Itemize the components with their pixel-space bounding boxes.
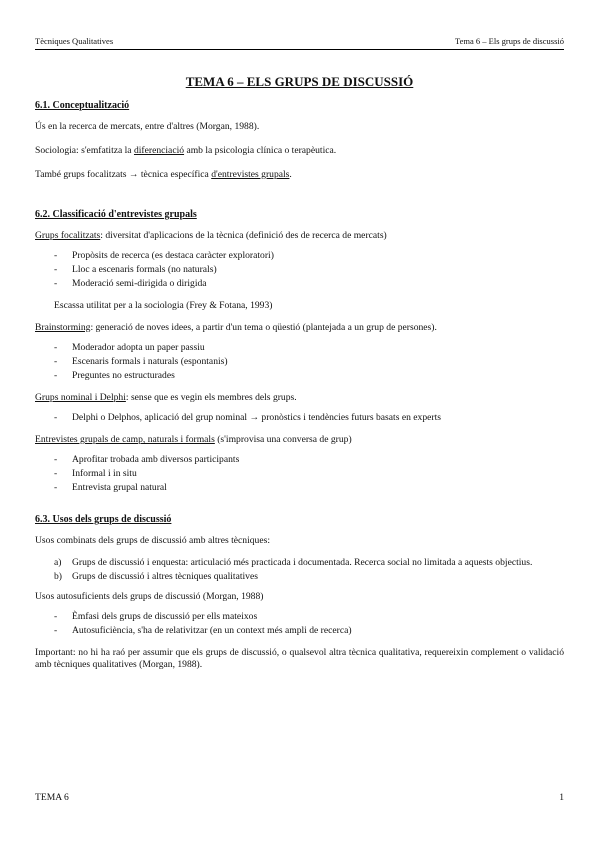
list-item: - Lloc a escenaris formals (no naturals) [35, 264, 564, 276]
text: : sense que es vegin els membres dels grups. [125, 392, 297, 403]
section-6-1-title: 6.1. Conceptualització [35, 100, 130, 111]
paragraph: Usos combinats dels grups de discussió amb altres tècniques: [35, 535, 271, 546]
bullet-list [35, 342, 564, 382]
term-entrevistes-camp: Entrevistes grupals de camp, naturals i formals [35, 434, 215, 445]
header-course-title: Tècniques Qualitatives [35, 36, 114, 46]
document-title: TEMA 6 – ELS GRUPS DE DISCUSSIÓ [185, 74, 414, 89]
list-item: - Entrevista grupal natural [35, 482, 564, 494]
section-6-2-title: 6.2. Classificació d'entrevistes grupals [35, 209, 197, 220]
list-item: - Propòsits de recerca (es destaca caràcter exploratori) [35, 250, 564, 262]
note: Escassa utilitat per a la sociologia (Frey & Fotana, 1993) [54, 300, 273, 311]
paragraph [35, 392, 564, 404]
section-6-3-title: 6.3. Usos dels grups de discussió [35, 514, 172, 525]
text: També grups focalitzats → tècnica específica [35, 169, 212, 180]
list-item: - Autosuficiència, s'ha de relativitzar (en un context més ampli de recerca) [35, 625, 564, 637]
paragraph [35, 145, 564, 157]
document-body [35, 74, 564, 683]
paragraph: Important: no hi ha raó per assumir que els grups de discussió, o qualsevol altra tècnica qualitativa, requereixin complement o validació amb tècniques qualitatives (Morgan, 1988). [35, 647, 564, 670]
list-item-text: Grups de discussió i altres tècniques qualitatives [72, 571, 258, 582]
list-item: - Escenaris formals i naturals (espontanis) [35, 356, 564, 368]
page-header [35, 35, 564, 50]
list-item: - Delphi o Delphos, aplicació del grup nominal → pronòstics i tendències futurs basats en experts [35, 412, 564, 424]
paragraph [35, 169, 564, 181]
list-item: - Moderació semi-dirigida o dirigida [35, 278, 564, 290]
paragraph [35, 322, 564, 334]
header-chapter-title: Tema 6 – Els grups de discussió [455, 36, 564, 46]
bullet-list [35, 611, 564, 637]
bullet-list [35, 250, 564, 290]
list-item: - Informal i in situ [35, 468, 564, 480]
paragraph: Ús en la recerca de mercats, entre d'altres (Morgan, 1988). [35, 121, 260, 132]
page-number: 1 [559, 792, 564, 803]
text: : diversitat d'aplicacions de la tècnica (definició des de recerca de mercats) [100, 230, 387, 241]
lettered-list [35, 557, 564, 583]
bullet-list [35, 454, 564, 494]
list-item: - Aprofitar trobada amb diversos participants [35, 454, 564, 466]
term-brainstorming: Brainstorming [35, 322, 91, 333]
list-item [35, 571, 564, 583]
list-marker: b) [54, 571, 62, 582]
term-grups-focalitzats: Grups focalitzats [35, 230, 101, 241]
list-marker: a) [54, 557, 62, 568]
list-item: - Moderador adopta un paper passiu [35, 342, 564, 354]
term-grups-nominal-delphi: Grups nominal i Delphi [35, 392, 126, 403]
paragraph [35, 230, 564, 242]
text: : generació de noves idees, a partir d'un tema o qüestió (plantejada a un grup de persones). [90, 322, 437, 333]
text: . [289, 169, 292, 180]
list-item [35, 557, 564, 569]
footer-chapter-label: TEMA 6 [35, 792, 69, 803]
paragraph: Usos autosuficients dels grups de discussió (Morgan, 1988) [35, 591, 264, 602]
list-item-text: Grups de discussió i enquesta: articulació més practicada i documentada. Recerca social no limitada a aquests objectius. [72, 557, 533, 568]
text: (s'improvisa una conversa de grup) [214, 434, 352, 445]
list-item: - Èmfasi dels grups de discussió per ells mateixos [35, 611, 564, 623]
underlined-term: diferenciació [133, 145, 185, 156]
bullet-list [35, 412, 564, 424]
paragraph [35, 434, 564, 446]
text: Sociologia: s'emfatitza la [35, 145, 134, 156]
text: amb la psicologia clínica o terapèutica. [184, 145, 337, 156]
list-item: - Preguntes no estructurades [35, 370, 564, 382]
underlined-term: d'entrevistes grupals [211, 169, 290, 180]
